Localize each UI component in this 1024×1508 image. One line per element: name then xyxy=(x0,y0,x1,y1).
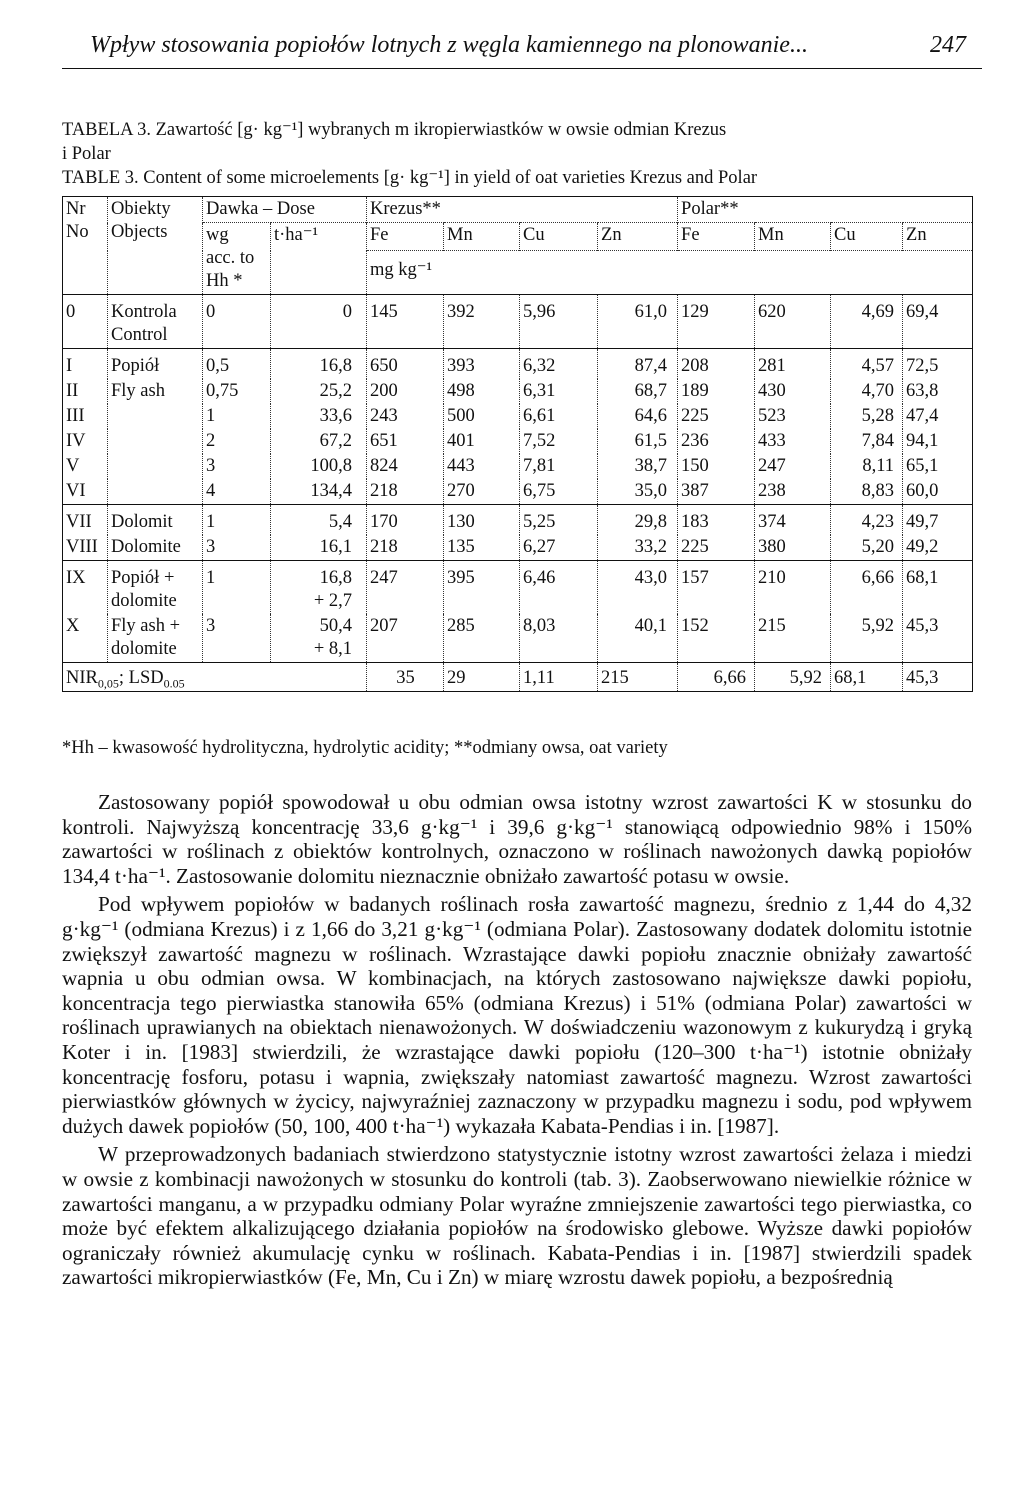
cell-polar-fe: 150 xyxy=(678,454,755,479)
paragraph: Pod wpływem popiołów w badanych roślinach rosła zawartość magnezu, średnio z 1,44 do 4,32 g·kg⁻¹ (odmiana Krezus) i z 1,66 do 3,21 g·kg⁻¹ (odmiana Polar). Zastosowany dodatek dolomitu istotnie zwiększył zawartość magnezu w roślinach. Wzrastające dawki popiołu znacznie obniżały zawartość wapnia u obu odmian owsa. W kombinacjach, na których zastosowano największe dawki popiołu, koncentracja tego pierwiastka stanowiła 65% (odmiana Krezus) i 51% (odmiana Polar) zawartości w roślinach uprawianych na obiektach nienawożonych. W doświadczeniu wazonowym z kukurydzą i gryką Koter i in. [1983] stwierdzili, że wzrastające dawki popiołu (120–300 t·ha⁻¹) istotnie obniżały koncentrację fosforu, potasu i wapnia, zwiększały natomiast zawartość magnezu. Wzrost zawartości pierwiastków głównych w życicy, najwyraźniej zaznaczony w przypadku magnezu i sodu, pod wpływem dużych dawek popiołów (50, 100, 400 t·ha⁻¹) wykazała Kabata-Pendias i in. [1987]. xyxy=(62,892,972,1138)
cell-krezus-cu: 7,81 xyxy=(520,454,598,479)
cell-wg: 1 xyxy=(203,505,271,536)
cell-polar-fe: 152 xyxy=(678,614,755,663)
cell-object xyxy=(108,454,203,479)
page-number: 247 xyxy=(930,32,966,58)
cell-polar-cu: 7,84 xyxy=(831,429,903,454)
cell-krezus-mn: 393 xyxy=(444,349,520,380)
cell-nir: 215 xyxy=(598,663,678,692)
cell-nr: V xyxy=(66,456,80,476)
cell-object xyxy=(108,379,203,404)
cell-polar-cu: 8,11 xyxy=(831,454,903,479)
cell-krezus-mn: 270 xyxy=(444,479,520,505)
cell-object-line: Kontrola xyxy=(111,302,177,322)
cell-object xyxy=(108,429,203,454)
cell-krezus-mn: 392 xyxy=(444,295,520,349)
cell-object-line: Fly ash xyxy=(111,381,165,401)
table-row xyxy=(63,614,973,663)
cell-polar-zn: 63,8 xyxy=(903,379,973,404)
col-objects-header: Objects xyxy=(111,222,168,242)
cell-polar-zn: 45,3 xyxy=(903,614,973,663)
cell-object xyxy=(108,404,203,429)
cell-wg: 4 xyxy=(203,479,271,505)
cell-object xyxy=(108,535,203,561)
cell-tha-line: 5,4 xyxy=(328,512,353,532)
cell-object xyxy=(108,614,203,663)
table-caption-pl: TABELA 3. Zawartość [g· kg⁻¹] wybranych m ikropierwiastków w owsie odmian Krezus xyxy=(62,120,727,140)
cell-krezus-cu: 6,27 xyxy=(520,535,598,561)
cell-polar-zn: 94,1 xyxy=(903,429,973,454)
cell-polar-cu: 6,66 xyxy=(831,561,903,615)
cell-krezus-cu: 5,25 xyxy=(520,505,598,536)
cell-polar-mn: 620 xyxy=(755,295,831,349)
nir-text: NIR xyxy=(66,668,98,688)
cell-krezus-cu: 6,46 xyxy=(520,561,598,615)
cell-nr: VIII xyxy=(66,537,98,557)
col-krezus-header: Krezus** xyxy=(367,197,678,223)
col-hh-header: Hh * xyxy=(206,271,243,291)
cell-krezus-cu: 6,31 xyxy=(520,379,598,404)
lsd-sub: 0.05 xyxy=(163,676,185,691)
col-fe-k-header: Fe xyxy=(367,223,444,251)
cell-object-line: Popiół + xyxy=(111,568,175,588)
col-cu-p-header: Cu xyxy=(831,223,903,251)
cell-polar-zn: 49,2 xyxy=(903,535,973,561)
cell-nr: IX xyxy=(63,561,108,615)
cell-wg: 2 xyxy=(203,429,271,454)
paragraph: Zastosowany popiół spowodował u obu odmian owsa istotny wzrost zawartości K w stosunku do kontroli. Najwyższą koncentrację 33,6 g·kg⁻¹ i 39,6 g·kg⁻¹ stanowiącą odpowiednio 98% i 150% zawartości w roślinach z obiektów kontrolnych, oznaczono w roślinach nawożonych dawką popiołów 134,4 t·ha⁻¹. Zastosowanie dolomitu nieznacznie obniżało zawartość potasu w owsie. xyxy=(62,790,972,888)
cell-krezus-fe: 200 xyxy=(367,379,444,404)
cell-object xyxy=(108,505,203,536)
table-row xyxy=(63,429,973,454)
col-obiekty-header: Obiekty xyxy=(111,199,171,219)
cell-object-line: Dolomit xyxy=(111,512,173,532)
cell-nir: 5,92 xyxy=(755,663,831,692)
cell-krezus-fe: 650 xyxy=(367,349,444,380)
cell-polar-zn: 68,1 xyxy=(903,561,973,615)
cell-krezus-mn: 498 xyxy=(444,379,520,404)
cell-nr: VII xyxy=(63,505,108,536)
cell-polar-mn: 210 xyxy=(755,561,831,615)
nir-label xyxy=(63,663,367,692)
cell-krezus-zn: 29,8 xyxy=(598,505,678,536)
cell-polar-zn: 72,5 xyxy=(903,349,973,380)
cell-polar-cu: 4,57 xyxy=(831,349,903,380)
cell-tha xyxy=(271,429,367,454)
table-row xyxy=(63,561,973,615)
cell-polar-fe: 225 xyxy=(678,535,755,561)
cell-nir: 6,66 xyxy=(678,663,755,692)
cell-polar-cu: 5,28 xyxy=(831,404,903,429)
cell-object xyxy=(108,561,203,615)
cell-polar-mn: 430 xyxy=(755,379,831,404)
cell-krezus-zn: 35,0 xyxy=(598,479,678,505)
unit-header: mg kg⁻¹ xyxy=(367,251,973,295)
cell-object xyxy=(108,295,203,349)
cell-krezus-mn: 395 xyxy=(444,561,520,615)
col-cu-k-header: Cu xyxy=(520,223,598,251)
cell-wg: 1 xyxy=(203,404,271,429)
cell-polar-cu: 4,70 xyxy=(831,379,903,404)
cell-nir: 29 xyxy=(444,663,520,692)
cell-polar-fe: 236 xyxy=(678,429,755,454)
cell-nir: 35 xyxy=(367,663,444,692)
col-wg-header: wg xyxy=(206,225,229,245)
cell-wg: 3 xyxy=(203,535,271,561)
cell-object-line: Dolomite xyxy=(111,537,181,557)
cell-polar-fe: 157 xyxy=(678,561,755,615)
cell-polar-zn: 47,4 xyxy=(903,404,973,429)
cell-polar-fe: 189 xyxy=(678,379,755,404)
cell-tha xyxy=(271,349,367,380)
cell-tha-line: 16,8 xyxy=(319,356,353,376)
cell-krezus-fe: 170 xyxy=(367,505,444,536)
cell-polar-fe: 129 xyxy=(678,295,755,349)
cell-polar-fe: 387 xyxy=(678,479,755,505)
cell-krezus-zn: 38,7 xyxy=(598,454,678,479)
table-caption-en: TABLE 3. Content of some microelements [g· kg⁻¹] in yield of oat varieties Krezus and Polar xyxy=(62,168,758,188)
col-mn-k-header: Mn xyxy=(444,223,520,251)
cell-tha xyxy=(271,535,367,561)
table-row xyxy=(63,535,973,561)
cell-object-line: Popiół xyxy=(111,356,160,376)
cell-polar-mn: 238 xyxy=(755,479,831,505)
cell-nir: 45,3 xyxy=(903,663,973,692)
table-row xyxy=(63,349,973,380)
table-row xyxy=(63,404,973,429)
col-nr-header: Nr xyxy=(66,199,86,219)
col-mn-p-header: Mn xyxy=(755,223,831,251)
cell-krezus-cu: 5,96 xyxy=(520,295,598,349)
cell-polar-mn: 374 xyxy=(755,505,831,536)
cell-nr: 0 xyxy=(63,295,108,349)
cell-polar-fe: 183 xyxy=(678,505,755,536)
cell-wg: 3 xyxy=(203,454,271,479)
cell-krezus-mn: 500 xyxy=(444,404,520,429)
cell-nr: X xyxy=(66,616,80,636)
table-row xyxy=(63,479,973,505)
cell-object-line: dolomite xyxy=(111,639,177,659)
cell-krezus-fe: 207 xyxy=(367,614,444,663)
cell-krezus-cu: 6,75 xyxy=(520,479,598,505)
cell-wg: 3 xyxy=(203,614,271,663)
nir-sub: 0,05 xyxy=(97,676,119,691)
cell-polar-fe: 208 xyxy=(678,349,755,380)
cell-krezus-mn: 443 xyxy=(444,454,520,479)
paragraph: W przeprowadzonych badaniach stwierdzono statystycznie istotny wzrost zawartości żelaza i miedzi w owsie z kombinacji nawożonych w stosunku do kontroli (tab. 3). Zaobserwowano niewielkie różnice w zawartości manganu, a w przypadku odmiany Polar wyraźne zmniejszenie zawartości tego pierwiastka, co może być efektem alkalizującego działania popiołów na środowisko glebowe. Wyższe dawki popiołów ograniczały również akumulację cynku w roślinach. Kabata-Pendias i in. [1987] stwierdzili spadek zawartości mikropierwiastków (Fe, Mn, Cu i Zn) w miarę wzrostu dawek popiołu, a bezpośrednią xyxy=(62,1142,972,1290)
cell-krezus-fe: 651 xyxy=(367,429,444,454)
cell-polar-cu: 4,69 xyxy=(831,295,903,349)
cell-polar-cu: 5,92 xyxy=(831,614,903,663)
cell-krezus-zn: 43,0 xyxy=(598,561,678,615)
cell-krezus-fe: 218 xyxy=(367,479,444,505)
cell-tha-line: 67,2 xyxy=(319,431,353,451)
cell-object-line: Control xyxy=(111,325,168,345)
cell-wg: 0,75 xyxy=(203,379,271,404)
table-row xyxy=(63,295,973,349)
cell-tha-line: 33,6 xyxy=(319,406,353,426)
col-zn-k-header: Zn xyxy=(598,223,678,251)
cell-krezus-zn: 61,0 xyxy=(598,295,678,349)
cell-krezus-mn: 135 xyxy=(444,535,520,561)
cell-wg: 0,5 xyxy=(203,349,271,380)
table-caption-pl-cont: i Polar xyxy=(62,144,111,164)
cell-polar-cu: 5,20 xyxy=(831,535,903,561)
cell-polar-cu: 8,83 xyxy=(831,479,903,505)
cell-krezus-zn: 33,2 xyxy=(598,535,678,561)
body-text xyxy=(62,790,972,1294)
col-fe-p-header: Fe xyxy=(678,223,755,251)
col-zn-p-header: Zn xyxy=(903,223,973,251)
table-row xyxy=(63,454,973,479)
cell-krezus-zn: 40,1 xyxy=(598,614,678,663)
col-dose-header: Dawka – Dose xyxy=(203,197,367,223)
cell-nr: I xyxy=(63,349,108,380)
col-no-header: No xyxy=(66,222,89,242)
cell-polar-zn: 49,7 xyxy=(903,505,973,536)
cell-tha xyxy=(271,614,367,663)
cell-tha xyxy=(271,295,367,349)
cell-nr: II xyxy=(66,381,79,401)
cell-krezus-cu: 6,32 xyxy=(520,349,598,380)
cell-tha xyxy=(271,404,367,429)
cell-polar-mn: 523 xyxy=(755,404,831,429)
cell-polar-fe: 225 xyxy=(678,404,755,429)
cell-tha-line: 50,4 xyxy=(319,616,353,636)
cell-krezus-mn: 401 xyxy=(444,429,520,454)
cell-krezus-fe: 243 xyxy=(367,404,444,429)
cell-polar-mn: 247 xyxy=(755,454,831,479)
cell-nir: 68,1 xyxy=(831,663,903,692)
table-row xyxy=(63,505,973,536)
cell-tha xyxy=(271,561,367,615)
header-row-1 xyxy=(63,197,973,223)
cell-wg: 1 xyxy=(203,561,271,615)
cell-object-line: Fly ash + xyxy=(111,616,181,636)
cell-krezus-fe: 824 xyxy=(367,454,444,479)
nir-row xyxy=(63,663,973,692)
col-polar-header: Polar** xyxy=(678,197,973,223)
cell-nr: IV xyxy=(66,431,86,451)
cell-tha-line: 25,2 xyxy=(319,381,353,401)
cell-polar-zn: 60,0 xyxy=(903,479,973,505)
cell-tha-line: 16,1 xyxy=(319,537,353,557)
cell-nir: 1,11 xyxy=(520,663,598,692)
cell-polar-mn: 215 xyxy=(755,614,831,663)
cell-object xyxy=(108,479,203,505)
running-title: Wpływ stosowania popiołów lotnych z węgla kamiennego na plonowanie... xyxy=(90,32,808,58)
cell-polar-zn: 69,4 xyxy=(903,295,973,349)
cell-tha xyxy=(271,505,367,536)
cell-polar-mn: 281 xyxy=(755,349,831,380)
cell-tha xyxy=(271,379,367,404)
col-tha-header: t·ha⁻¹ xyxy=(271,223,367,295)
cell-object-line: dolomite xyxy=(111,591,177,611)
cell-polar-mn: 380 xyxy=(755,535,831,561)
running-header xyxy=(62,28,982,69)
cell-krezus-mn: 285 xyxy=(444,614,520,663)
cell-krezus-cu: 6,61 xyxy=(520,404,598,429)
cell-krezus-zn: 68,7 xyxy=(598,379,678,404)
cell-krezus-cu: 7,52 xyxy=(520,429,598,454)
cell-tha-line: 100,8 xyxy=(310,456,353,476)
col-acc-header: acc. to xyxy=(206,248,255,268)
cell-nr: III xyxy=(66,406,85,426)
cell-tha xyxy=(271,454,367,479)
cell-polar-zn: 65,1 xyxy=(903,454,973,479)
cell-object xyxy=(108,349,203,380)
cell-tha-line: 134,4 xyxy=(310,481,353,501)
cell-krezus-zn: 61,5 xyxy=(598,429,678,454)
cell-krezus-mn: 130 xyxy=(444,505,520,536)
cell-polar-mn: 433 xyxy=(755,429,831,454)
table-footnote: *Hh – kwasowość hydrolityczna, hydrolytic acidity; **odmiany owsa, oat variety xyxy=(62,738,668,758)
cell-krezus-zn: 87,4 xyxy=(598,349,678,380)
cell-krezus-fe: 247 xyxy=(367,561,444,615)
cell-wg: 0 xyxy=(203,295,271,349)
cell-tha-line: 0 xyxy=(342,302,353,322)
cell-krezus-zn: 64,6 xyxy=(598,404,678,429)
cell-tha-line: + 8,1 xyxy=(313,639,353,659)
cell-polar-cu: 4,23 xyxy=(831,505,903,536)
cell-nr: VI xyxy=(66,481,86,501)
cell-tha-line: 16,8 xyxy=(319,568,353,588)
cell-tha xyxy=(271,479,367,505)
cell-tha-line: + 2,7 xyxy=(313,591,353,611)
cell-krezus-fe: 145 xyxy=(367,295,444,349)
cell-krezus-fe: 218 xyxy=(367,535,444,561)
data-table xyxy=(62,196,973,692)
table-row xyxy=(63,379,973,404)
lsd-text: ; LSD xyxy=(118,668,164,688)
cell-krezus-cu: 8,03 xyxy=(520,614,598,663)
